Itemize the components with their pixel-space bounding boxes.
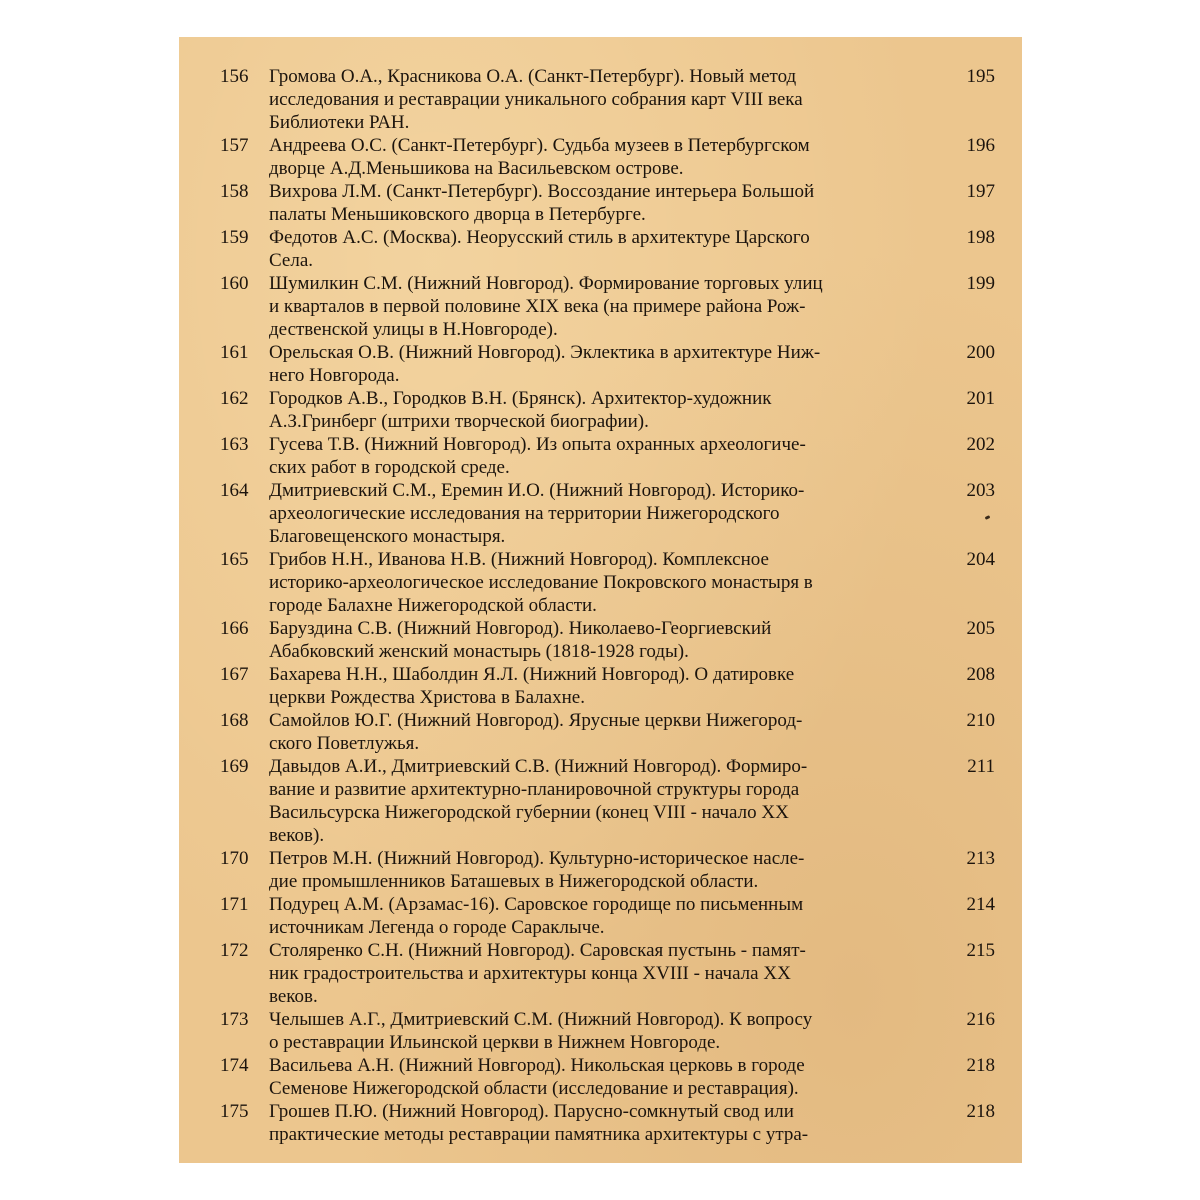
entry-number: 165 — [220, 549, 249, 570]
entry-title — [269, 893, 935, 939]
contents-entry — [179, 272, 1022, 341]
entry-title — [269, 226, 935, 272]
entry-page-number: 201 — [966, 388, 995, 409]
contents-entry — [179, 387, 1022, 433]
entry-number: 167 — [220, 664, 249, 685]
entry-page-number: 213 — [966, 848, 995, 869]
entry-title-line: вание и развитие архитектурно-планировочной структуры города — [269, 779, 800, 800]
entry-title-line: городе Балахне Нижегородской области. — [269, 595, 597, 616]
contents-entry — [179, 341, 1022, 387]
contents-list — [179, 65, 1022, 1146]
entry-title — [269, 663, 935, 709]
entry-title-line: дворце А.Д.Меньшикова на Васильевском острове. — [269, 158, 684, 179]
entry-title — [269, 617, 935, 663]
contents-entry — [179, 617, 1022, 663]
entry-title-line: Вихрова Л.М. (Санкт-Петербург). Воссоздание интерьера Большой — [269, 181, 815, 202]
entry-title-line: Андреева О.С. (Санкт-Петербург). Судьба музеев в Петербургском — [269, 135, 810, 156]
entry-number: 164 — [220, 480, 249, 501]
contents-entry — [179, 847, 1022, 893]
entry-title — [269, 548, 935, 617]
entry-title — [269, 709, 935, 755]
contents-entry — [179, 1100, 1022, 1146]
entry-title-line: Гусева Т.В. (Нижний Новгород). Из опыта охранных археологиче- — [269, 434, 806, 455]
entry-title — [269, 1054, 935, 1100]
entry-number: 174 — [220, 1055, 249, 1076]
entry-number: 171 — [220, 894, 249, 915]
entry-title-line: веков. — [269, 986, 318, 1007]
entry-title-line: ского Поветлужья. — [269, 733, 420, 754]
entry-title-line: о реставрации Ильинской церкви в Нижнем Новгороде. — [269, 1032, 721, 1053]
entry-title-line: археологические исследования на территории Нижегородского — [269, 503, 780, 524]
entry-page-number: 202 — [966, 434, 995, 455]
entry-title — [269, 1008, 935, 1054]
entry-title-line: ских работ в городской среде. — [269, 457, 510, 478]
entry-title — [269, 939, 935, 1008]
entry-title-line: Грошев П.Ю. (Нижний Новгород). Парусно-сомкнутый свод или — [269, 1101, 794, 1122]
entry-title-line: Шумилкин С.М. (Нижний Новгород). Формирование торговых улиц — [269, 273, 823, 294]
contents-entry — [179, 709, 1022, 755]
entry-title-line: исследования и реставрации уникального собрания карт VIII века — [269, 89, 803, 110]
entry-page-number: 218 — [966, 1101, 995, 1122]
entry-page-number: 218 — [966, 1055, 995, 1076]
entry-title-line: ник градостроительства и архитектуры конца XVIII - начала XX — [269, 963, 791, 984]
contents-entry — [179, 433, 1022, 479]
entry-title-line: Библиотеки РАН. — [269, 112, 410, 133]
entry-title — [269, 755, 935, 847]
entry-title-line: Баруздина С.В. (Нижний Новгород). Николаево-Георгиевский — [269, 618, 772, 639]
entry-number: 160 — [220, 273, 249, 294]
entry-page-number: 203 — [966, 480, 995, 501]
entry-page-number: 197 — [966, 181, 995, 202]
entry-title-line: Федотов А.С. (Москва). Неорусский стиль в архитектуре Царского — [269, 227, 810, 248]
entry-title — [269, 1100, 935, 1146]
entry-title-line: дественской улицы в Н.Новгороде). — [269, 319, 558, 340]
entry-page-number: 199 — [966, 273, 995, 294]
entry-title-line: и кварталов в первой половине XIX века (на примере района Рож- — [269, 296, 806, 317]
contents-entry — [179, 548, 1022, 617]
entry-page-number: 198 — [966, 227, 995, 248]
entry-title-line: Дмитриевский С.М., Еремин И.О. (Нижний Новгород). Историко- — [269, 480, 805, 501]
entry-title-line: источникам Легенда о городе Сараклыче. — [269, 917, 605, 938]
entry-title-line: Васильева А.Н. (Нижний Новгород). Никольская церковь в городе — [269, 1055, 805, 1076]
entry-title — [269, 134, 935, 180]
entry-title-line: Подурец А.М. (Арзамас-16). Саровское городище по письменным — [269, 894, 804, 915]
entry-number: 170 — [220, 848, 249, 869]
entry-title-line: Самойлов Ю.Г. (Нижний Новгород). Ярусные церкви Нижегород- — [269, 710, 803, 731]
entry-title-line: Абабковский женский монастырь (1818-1928 годы). — [269, 641, 689, 662]
entry-page-number: 195 — [966, 66, 995, 87]
entry-page-number: 205 — [966, 618, 995, 639]
entry-title — [269, 479, 935, 548]
entry-title-line: палаты Меньшиковского дворца в Петербурге. — [269, 204, 646, 225]
entry-title — [269, 387, 935, 433]
entry-page-number: 216 — [966, 1009, 995, 1030]
entry-title — [269, 180, 935, 226]
contents-entry — [179, 663, 1022, 709]
entry-number: 168 — [220, 710, 249, 731]
contents-entry — [179, 65, 1022, 134]
entry-number: 172 — [220, 940, 249, 961]
entry-number: 158 — [220, 181, 249, 202]
entry-title-line: историко-археологическое исследование Покровского монастыря в — [269, 572, 813, 593]
entry-number: 173 — [220, 1009, 249, 1030]
entry-title-line: Орельская О.В. (Нижний Новгород). Эклектика в архитектуре Ниж- — [269, 342, 821, 363]
entry-title-line: Городков А.В., Городков В.Н. (Брянск). Архитектор-художник — [269, 388, 772, 409]
entry-title-line: веков). — [269, 825, 325, 846]
entry-title-line: А.З.Гринберг (штрихи творческой биографии). — [269, 411, 649, 432]
contents-entry — [179, 939, 1022, 1008]
contents-entry — [179, 134, 1022, 180]
entry-title-line: Бахарева Н.Н., Шаболдин Я.Л. (Нижний Новгород). О датировке — [269, 664, 795, 685]
entry-title — [269, 272, 935, 341]
entry-title-line: церкви Рождества Христова в Балахне. — [269, 687, 585, 708]
entry-page-number: 210 — [966, 710, 995, 731]
entry-title-line: практические методы реставрации памятника архитектуры с утра- — [269, 1124, 809, 1145]
entry-number: 157 — [220, 135, 249, 156]
entry-title-line: Челышев А.Г., Дмитриевский С.М. (Нижний Новгород). К вопросу — [269, 1009, 813, 1030]
entry-title-line: Грибов Н.Н., Иванова Н.В. (Нижний Новгород). Комплексное — [269, 549, 769, 570]
entry-page-number: 200 — [966, 342, 995, 363]
entry-title-line: Давыдов А.И., Дмитриевский С.В. (Нижний Новгород). Формиро- — [269, 756, 808, 777]
contents-entry — [179, 479, 1022, 548]
contents-entry — [179, 1008, 1022, 1054]
entry-number: 175 — [220, 1101, 249, 1122]
entry-page-number: 204 — [966, 549, 995, 570]
contents-entry — [179, 893, 1022, 939]
entry-title-line: Семенове Нижегородской области (исследование и реставрация). — [269, 1078, 799, 1099]
entry-title-line: Села. — [269, 250, 314, 271]
entry-title-line: Громова О.А., Красникова О.А. (Санкт-Петербург). Новый метод — [269, 66, 797, 87]
entry-number: 162 — [220, 388, 249, 409]
entry-title — [269, 847, 935, 893]
entry-title-line: Петров М.Н. (Нижний Новгород). Культурно-историческое насле- — [269, 848, 805, 869]
contents-entry — [179, 180, 1022, 226]
entry-title-line: Васильсурска Нижегородской губернии (конец VIII - начало XX — [269, 802, 789, 823]
entry-number: 166 — [220, 618, 249, 639]
entry-number: 159 — [220, 227, 249, 248]
entry-page-number: 215 — [966, 940, 995, 961]
entry-title-line: Благовещенского монастыря. — [269, 526, 506, 547]
entry-title — [269, 341, 935, 387]
entry-number: 163 — [220, 434, 249, 455]
contents-entry — [179, 226, 1022, 272]
entry-number: 169 — [220, 756, 249, 777]
contents-entry — [179, 1054, 1022, 1100]
entry-number: 156 — [220, 66, 249, 87]
entry-page-number: 208 — [966, 664, 995, 685]
entry-page-number: 211 — [967, 756, 995, 777]
book-page — [179, 37, 1022, 1163]
entry-title-line: дие промышленников Баташевых в Нижегородской области. — [269, 871, 759, 892]
entry-page-number: 196 — [966, 135, 995, 156]
entry-title-line: него Новгорода. — [269, 365, 400, 386]
entry-number: 161 — [220, 342, 249, 363]
contents-entry — [179, 755, 1022, 847]
entry-title-line: Столяренко С.Н. (Нижний Новгород). Саровская пустынь - памят- — [269, 940, 806, 961]
entry-title — [269, 433, 935, 479]
entry-title — [269, 65, 935, 134]
entry-page-number: 214 — [966, 894, 995, 915]
